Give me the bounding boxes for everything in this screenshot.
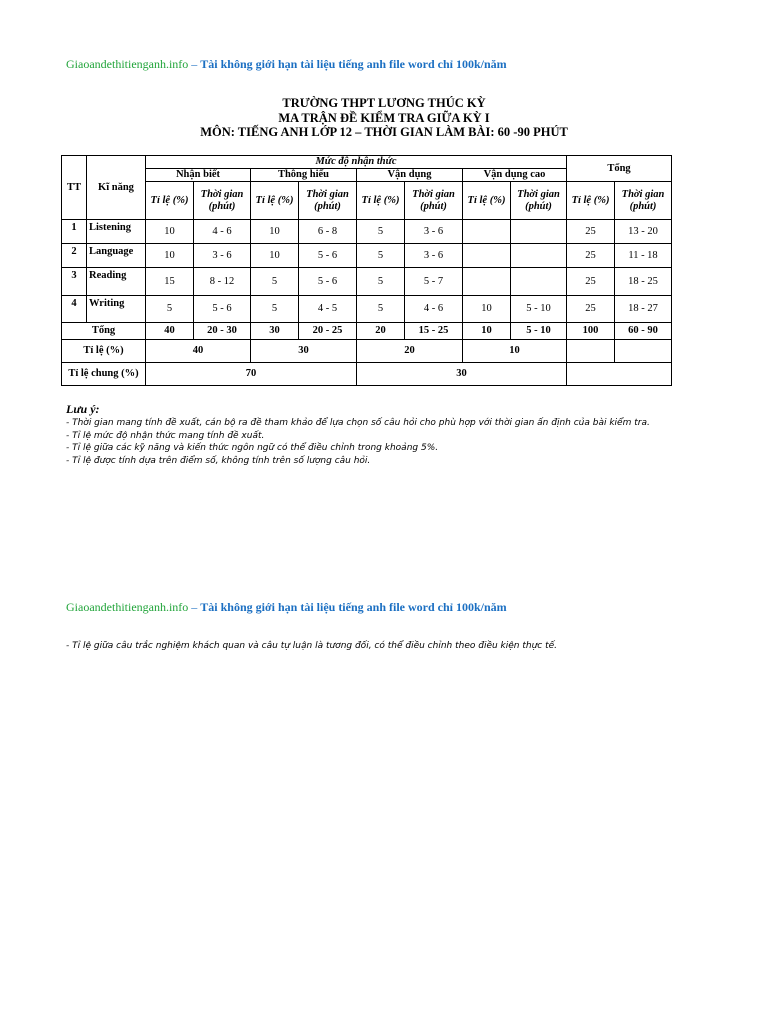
cell: 3 - 6 — [194, 244, 251, 268]
time-header: Thời gian (phút) — [405, 182, 463, 220]
extra-note: - Tỉ lệ giữa câu trắc nghiệm khách quan và câu tự luận là tương đối, có thể điều chỉnh theo điều kiện thực tế. — [66, 641, 558, 651]
general-rate-row — [62, 363, 672, 386]
rate-cell: 20 — [357, 340, 463, 363]
header-row-1 — [62, 156, 672, 169]
cell: 15 — [146, 268, 194, 296]
promo-header-top — [66, 57, 507, 71]
notes-heading: Lưu ý: — [66, 402, 100, 416]
cell: 25 — [567, 296, 615, 323]
empty-cell — [567, 340, 615, 363]
cell: 25 — [567, 268, 615, 296]
table-row — [62, 268, 672, 296]
cell: 5 — [357, 244, 405, 268]
row-number: 2 — [62, 244, 87, 268]
general-rate-cell: 70 — [146, 363, 357, 386]
cell: 4 - 6 — [405, 296, 463, 323]
level-recognition: Nhận biết — [146, 169, 251, 182]
exam-title: MA TRẬN ĐỀ KIỂM TRA GIỮA KỲ I — [278, 110, 490, 125]
promo-text: Tài không giới hạn tài liệu tiếng anh file word chỉ 100k/năm — [200, 600, 507, 614]
cell: 5 - 7 — [405, 268, 463, 296]
row-number: 3 — [62, 268, 87, 296]
time-header: Thời gian (phút) — [615, 182, 672, 220]
promo-header-bottom — [66, 600, 507, 614]
cell: 5 — [251, 296, 299, 323]
cell: 4 - 6 — [194, 220, 251, 244]
note-item: - Tỉ lệ được tính dựa trên điểm số, không tính trên số lượng câu hỏi. — [66, 455, 371, 466]
note-item: - Tỉ lệ giữa các kỹ năng và kiến thức ngôn ngữ có thể điều chỉnh trong khoảng 5%. — [66, 443, 439, 453]
subject-line: MÔN: TIẾNG ANH LỚP 12 – THỜI GIAN LÀM BÀI: 60 -90 PHÚT — [200, 125, 568, 139]
skill-name: Reading — [87, 268, 146, 296]
rate-header: Tỉ lệ (%) — [357, 182, 405, 220]
rate-row — [62, 340, 672, 363]
header-row-3 — [62, 182, 672, 220]
cell: 5 - 6 — [299, 268, 357, 296]
rate-cell: 10 — [463, 340, 567, 363]
tt-header: TT — [62, 156, 87, 220]
cell: 5 - 10 — [511, 296, 567, 323]
exam-matrix-table — [61, 155, 672, 386]
school-name: TRƯỜNG THPT LƯƠNG THÚC KỲ — [282, 96, 486, 110]
cell: 10 — [251, 244, 299, 268]
table-row — [62, 296, 672, 323]
cell: 11 - 18 — [615, 244, 672, 268]
rate-cell: 30 — [251, 340, 357, 363]
cell: 5 - 6 — [299, 244, 357, 268]
total-cell: 100 — [567, 323, 615, 340]
general-rate-label: Tỉ lệ chung (%) — [62, 363, 146, 386]
rate-header: Tỉ lệ (%) — [251, 182, 299, 220]
total-cell: 40 — [146, 323, 194, 340]
total-cell: 20 — [357, 323, 405, 340]
cell: 3 - 6 — [405, 220, 463, 244]
cell: 13 - 20 — [615, 220, 672, 244]
row-number: 4 — [62, 296, 87, 323]
total-cell: 20 - 30 — [194, 323, 251, 340]
cell: 5 — [146, 296, 194, 323]
cell — [463, 220, 511, 244]
row-number: 1 — [62, 220, 87, 244]
cell — [511, 220, 567, 244]
cell — [463, 244, 511, 268]
level-comprehension: Thông hiểu — [251, 169, 357, 182]
promo-text: Tài không giới hạn tài liệu tiếng anh file word chỉ 100k/năm — [200, 57, 507, 71]
rate-header: Tỉ lệ (%) — [567, 182, 615, 220]
time-header: Thời gian (phút) — [511, 182, 567, 220]
cell: 4 - 5 — [299, 296, 357, 323]
time-header: Thời gian (phút) — [299, 182, 357, 220]
site-link[interactable]: Giaoandethitienganh.info — [66, 600, 189, 614]
site-link[interactable]: Giaoandethitienganh.info — [66, 57, 189, 71]
note-item: - Thời gian mang tính đề xuất, cán bộ ra đề tham khảo để lựa chọn số câu hỏi cho phù hợp với thời gian ấn định của bài kiểm tra. — [66, 418, 650, 428]
cell: 10 — [146, 244, 194, 268]
cell: 5 — [251, 268, 299, 296]
cell: 3 - 6 — [405, 244, 463, 268]
total-header: Tổng — [567, 156, 672, 182]
rate-header: Tỉ lệ (%) — [463, 182, 511, 220]
total-cell: 30 — [251, 323, 299, 340]
cell: 10 — [463, 296, 511, 323]
skill-header: Kĩ năng — [87, 156, 146, 220]
cell: 18 - 25 — [615, 268, 672, 296]
empty-cell — [615, 340, 672, 363]
cell: 10 — [146, 220, 194, 244]
level-high-application: Vận dụng cao — [463, 169, 567, 182]
cell: 5 — [357, 268, 405, 296]
total-cell: 20 - 25 — [299, 323, 357, 340]
cell — [511, 268, 567, 296]
total-cell: 60 - 90 — [615, 323, 672, 340]
rate-header: Tỉ lệ (%) — [146, 182, 194, 220]
cell: 5 - 6 — [194, 296, 251, 323]
cell: 25 — [567, 220, 615, 244]
cell: 5 — [357, 296, 405, 323]
total-label: Tổng — [62, 323, 146, 340]
total-row — [62, 323, 672, 340]
note-item: - Tỉ lệ mức độ nhận thức mang tính đề xuất. — [66, 430, 265, 441]
total-cell: 15 - 25 — [405, 323, 463, 340]
cell: 6 - 8 — [299, 220, 357, 244]
cell: 18 - 27 — [615, 296, 672, 323]
time-header: Thời gian (phút) — [194, 182, 251, 220]
total-cell: 5 - 10 — [511, 323, 567, 340]
skill-name: Writing — [87, 296, 146, 323]
cell: 8 - 12 — [194, 268, 251, 296]
table-row — [62, 220, 672, 244]
general-rate-cell: 30 — [357, 363, 567, 386]
table-row — [62, 244, 672, 268]
cell: 25 — [567, 244, 615, 268]
level-application: Vận dụng — [357, 169, 463, 182]
notes-section — [66, 402, 650, 467]
rate-label: Tỉ lệ (%) — [62, 340, 146, 363]
skill-name: Listening — [87, 220, 146, 244]
cell — [463, 268, 511, 296]
header-separator: – — [188, 600, 201, 614]
document-title — [0, 96, 768, 140]
cell: 10 — [251, 220, 299, 244]
cell — [511, 244, 567, 268]
cell: 5 — [357, 220, 405, 244]
header-separator: – — [188, 57, 201, 71]
skill-name: Language — [87, 244, 146, 268]
total-cell: 10 — [463, 323, 511, 340]
rate-cell: 40 — [146, 340, 251, 363]
level-header: Mức độ nhận thức — [146, 156, 567, 169]
empty-cell — [567, 363, 672, 386]
